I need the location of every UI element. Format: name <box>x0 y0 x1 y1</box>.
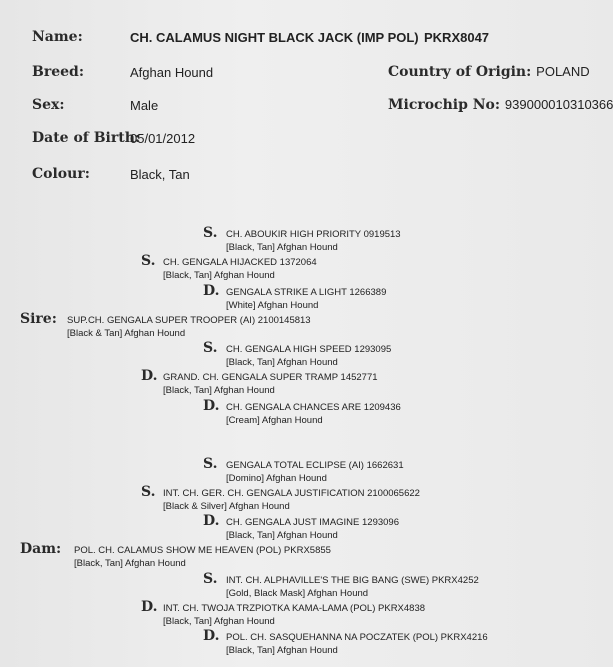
sex-value: Male <box>130 98 159 113</box>
breed-label: Breed: <box>32 64 84 80</box>
country-of-origin <box>388 64 590 80</box>
dog-name: CH. CALAMUS NIGHT BLACK JACK (IMP POL) <box>130 30 419 45</box>
registration-number: PKRX8047 <box>424 30 490 45</box>
sire-dam-marker: D. <box>141 368 158 384</box>
sire-dam-sire-name: CH. GENGALA HIGH SPEED 1293095 <box>226 344 392 355</box>
dam-sire-sire-name: GENGALA TOTAL ECLIPSE (AI) 1662631 <box>226 460 404 471</box>
dam-dam-marker: D. <box>141 599 158 615</box>
dam-sire-marker: S. <box>141 484 156 500</box>
dam-dam-desc: [Black, Tan] Afghan Hound <box>163 616 275 627</box>
dam-marker: Dam: <box>20 541 62 557</box>
dam-desc: [Black, Tan] Afghan Hound <box>74 558 186 569</box>
sire-sire-name: CH. GENGALA HIJACKED 1372064 <box>163 257 317 268</box>
dam-sire-sire-marker: S. <box>203 456 218 472</box>
sire-name: SUP.CH. GENGALA SUPER TROOPER (AI) 2100145813 <box>67 315 311 326</box>
dam-sire-dam-marker: D. <box>203 513 220 529</box>
dam-sire-sire-desc: [Domino] Afghan Hound <box>226 473 327 484</box>
sire-sire-sire-name: CH. ABOUKIR HIGH PRIORITY 0919513 <box>226 229 401 240</box>
sire-desc: [Black & Tan] Afghan Hound <box>67 328 186 339</box>
dam-dam-dam-desc: [Black, Tan] Afghan Hound <box>226 645 338 656</box>
sire-dam-sire-marker: S. <box>203 340 218 356</box>
sire-dam-dam-marker: D. <box>203 398 220 414</box>
dam-dam-dam-name: POL. CH. SASQUEHANNA NA POCZATEK (POL) PKRX4216 <box>226 632 488 643</box>
dam-name: POL. CH. CALAMUS SHOW ME HEAVEN (POL) PKRX5855 <box>74 545 331 556</box>
sire-dam-dam-desc: [Cream] Afghan Hound <box>226 415 323 426</box>
sire-dam-name: GRAND. CH. GENGALA SUPER TRAMP 1452771 <box>163 372 378 383</box>
sire-sire-sire-desc: [Black, Tan] Afghan Hound <box>226 242 338 253</box>
dob-label: Date of Birth: <box>32 130 141 146</box>
sire-sire-dam-name: GENGALA STRIKE A LIGHT 1266389 <box>226 287 387 298</box>
sire-dam-sire-desc: [Black, Tan] Afghan Hound <box>226 357 338 368</box>
dam-dam-sire-marker: S. <box>203 571 218 587</box>
breed-value: Afghan Hound <box>130 65 214 80</box>
colour-value: Black, Tan <box>130 167 190 182</box>
dam-sire-name: INT. CH. GER. CH. GENGALA JUSTIFICATION 2100065622 <box>163 488 420 499</box>
dam-sire-desc: [Black & Silver] Afghan Hound <box>163 501 290 512</box>
sex-label: Sex: <box>32 97 65 113</box>
sire-marker: Sire: <box>20 311 57 327</box>
dam-dam-name: INT. CH. TWOJA TRZPIOTKA KAMA-LAMA (POL) PKRX4838 <box>163 603 426 614</box>
sire-dam-dam-name: CH. GENGALA CHANCES ARE 1209436 <box>226 402 401 413</box>
sire-sire-dam-marker: D. <box>203 283 220 299</box>
dam-dam-dam-marker: D. <box>203 628 220 644</box>
sire-dam-desc: [Black, Tan] Afghan Hound <box>163 385 275 396</box>
dam-sire-dam-desc: [Black, Tan] Afghan Hound <box>226 530 338 541</box>
sire-sire-marker: S. <box>141 253 156 269</box>
dam-dam-sire-name: INT. CH. ALPHAVILLE'S THE BIG BANG (SWE) PKRX4252 <box>226 575 479 586</box>
country-value: POLAND <box>536 64 590 79</box>
microchip-label: Microchip No: <box>388 97 501 113</box>
sire-sire-dam-desc: [White] Afghan Hound <box>226 300 319 311</box>
dam-sire-dam-name: CH. GENGALA JUST IMAGINE 1293096 <box>226 517 400 528</box>
name-label: Name: <box>32 29 83 45</box>
dam-dam-sire-desc: [Gold, Black Mask] Afghan Hound <box>226 588 369 599</box>
sire-sire-sire-marker: S. <box>203 225 218 241</box>
sire-sire-desc: [Black, Tan] Afghan Hound <box>163 270 275 281</box>
colour-label: Colour: <box>32 166 90 182</box>
microchip-value: 939000010310366 <box>504 97 613 112</box>
dob-value: 05/01/2012 <box>130 131 196 146</box>
country-label: Country of Origin: <box>388 64 532 80</box>
microchip <box>388 97 613 113</box>
